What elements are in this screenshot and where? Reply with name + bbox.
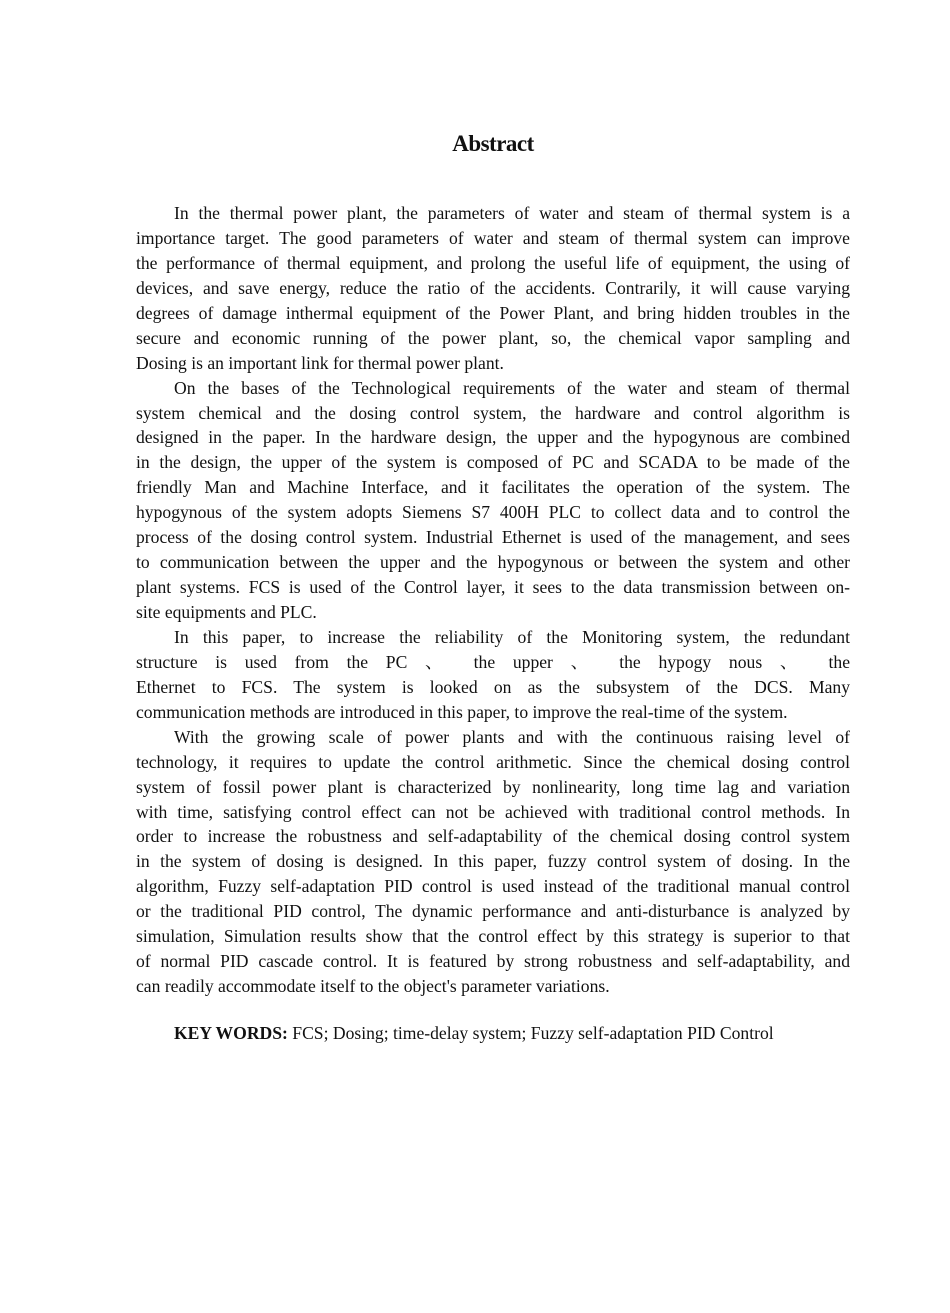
abstract-title: Abstract [452, 131, 534, 156]
text-line: devices, and save energy, reduce the ratio of the accidents. Contrarily, it will cause varying [136, 277, 850, 298]
text-line: to communication between the upper and the hypogynous or between the system and other [136, 552, 850, 573]
text-line: of normal PID cascade control. It is featured by strong robustness and self-adaptability, and [136, 951, 850, 972]
text-line: system chemical and the dosing control system, the hardware and control algorithm is [136, 402, 850, 423]
keywords-text: FCS; Dosing; time-delay system; Fuzzy self-adaptation PID Control [287, 1023, 774, 1043]
text-line: in the system of dosing is designed. In this paper, fuzzy control system of dosing. In the [136, 851, 850, 872]
text-line: Dosing is an important link for thermal power plant. [136, 352, 504, 373]
text-line: simulation, Simulation results show that the control effect by this strategy is superior to that [136, 926, 850, 947]
text-line: communication methods are introduced in this paper, to improve the real-time of the system. [136, 701, 788, 722]
text-line: structure is used from the PC 、 the upper 、 the hypogy nous 、 the [136, 651, 850, 672]
text-line: in the design, the upper of the system is composed of PC and SCADA to be made of the [136, 452, 850, 473]
text-line: the performance of thermal equipment, and prolong the useful life of equipment, the using of [136, 252, 850, 273]
text-line: importance target. The good parameters of water and steam of thermal system can improve [136, 227, 850, 248]
text-line: system of fossil power plant is characterized by nonlinearity, long time lag and variation [136, 776, 850, 797]
text-line: secure and economic running of the power plant, so, the chemical vapor sampling and [136, 327, 850, 348]
text-line: friendly Man and Machine Interface, and it facilitates the operation of the system. The [136, 477, 850, 498]
text-line: Ethernet to FCS. The system is looked on as the subsystem of the DCS. Many [136, 676, 850, 697]
text-line: On the bases of the Technological requirements of the water and steam of thermal [174, 377, 850, 398]
text-line: or the traditional PID control, The dynamic performance and anti-disturbance is analyzed by [136, 901, 850, 922]
text-line: technology, it requires to update the control arithmetic. Since the chemical dosing control [136, 751, 850, 772]
keywords-label: KEY WORDS: [174, 1023, 288, 1043]
paragraph [136, 725, 850, 999]
abstract-body [136, 201, 850, 999]
text-line: process of the dosing control system. Industrial Ethernet is used of the management, and sees [136, 527, 850, 548]
text-line: plant systems. FCS is used of the Control layer, it sees to the data transmission between on- [136, 577, 850, 598]
text-line: algorithm, Fuzzy self-adaptation PID control is used instead of the traditional manual control [136, 876, 850, 897]
text-line: designed in the paper. In the hardware design, the upper and the hypogynous are combined [136, 427, 850, 448]
text-line: order to increase the robustness and self-adaptability of the chemical dosing control system [136, 826, 850, 847]
text-line: hypogynous of the system adopts Siemens S7 400H PLC to collect data and to control the [136, 502, 850, 523]
text-line: In the thermal power plant, the parameters of water and steam of thermal system is a [174, 203, 850, 223]
text-line: site equipments and PLC. [136, 602, 317, 622]
paragraph [136, 625, 850, 725]
text-line: with time, satisfying control effect can not be achieved with traditional control methods. In [136, 801, 850, 822]
text-line: With the growing scale of power plants and with the continuous raising level of [174, 726, 850, 747]
text-line: degrees of damage inthermal equipment of the Power Plant, and bring hidden troubles in the [136, 302, 850, 323]
text-line: can readily accommodate itself to the object's parameter variations. [136, 976, 610, 997]
keywords [174, 1023, 774, 1044]
paragraph [136, 201, 850, 376]
text-line: In this paper, to increase the reliability of the Monitoring system, the redundant [174, 626, 850, 647]
paragraph [136, 376, 850, 625]
